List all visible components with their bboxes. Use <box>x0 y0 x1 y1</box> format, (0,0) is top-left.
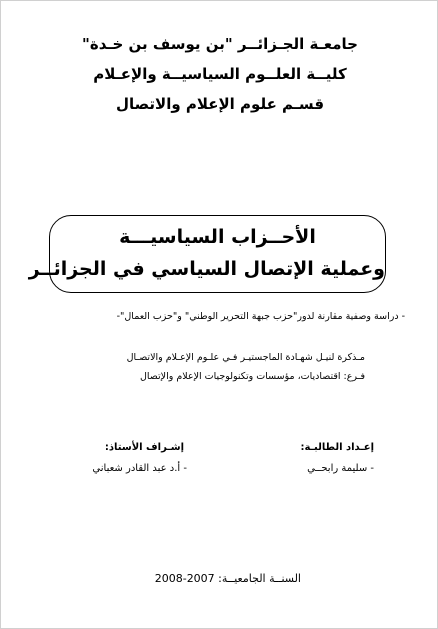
student-name: - سليمة رابحــي <box>307 463 374 474</box>
memo-branch-line: فـرع: اقتصاديات، مؤسسات وتكنولوجيات الإعلام والإتصال <box>140 371 365 382</box>
faculty-name: كليــة العلــوم السياسيــة والإعـلام <box>93 65 347 83</box>
supervisor-name: - أ.د عبد القادر شعباني <box>92 463 187 474</box>
department-name: قسـم علوم الإعلام والاتصال <box>115 95 325 113</box>
student-label: إعـداد الطالبـة: <box>300 442 374 453</box>
university-name: جامعـة الجـزائــر "بن يوسف بن خـدة" <box>82 35 358 53</box>
thesis-title-box <box>28 215 386 293</box>
thesis-title-line-2: وعملية الإتصال السياسي في الجزائــر <box>28 258 385 280</box>
thesis-title-line-1: الأحــزاب السياسيـــة <box>119 226 316 248</box>
thesis-subtitle: - دراسة وصفية مقارنة لدور"حزب جبهة التحرير الوطني" و"حزب العمال"- <box>116 311 405 322</box>
academic-year: السنــة الجامعيــة: 2007-2008 <box>154 572 301 585</box>
supervisor-label: إشـراف الأستاذ: <box>104 442 184 453</box>
memo-degree-line: مـذكرة لنيـل شهـادة الماجستيـر فـي علـوم الإعـلام والاتصـال <box>126 352 365 363</box>
